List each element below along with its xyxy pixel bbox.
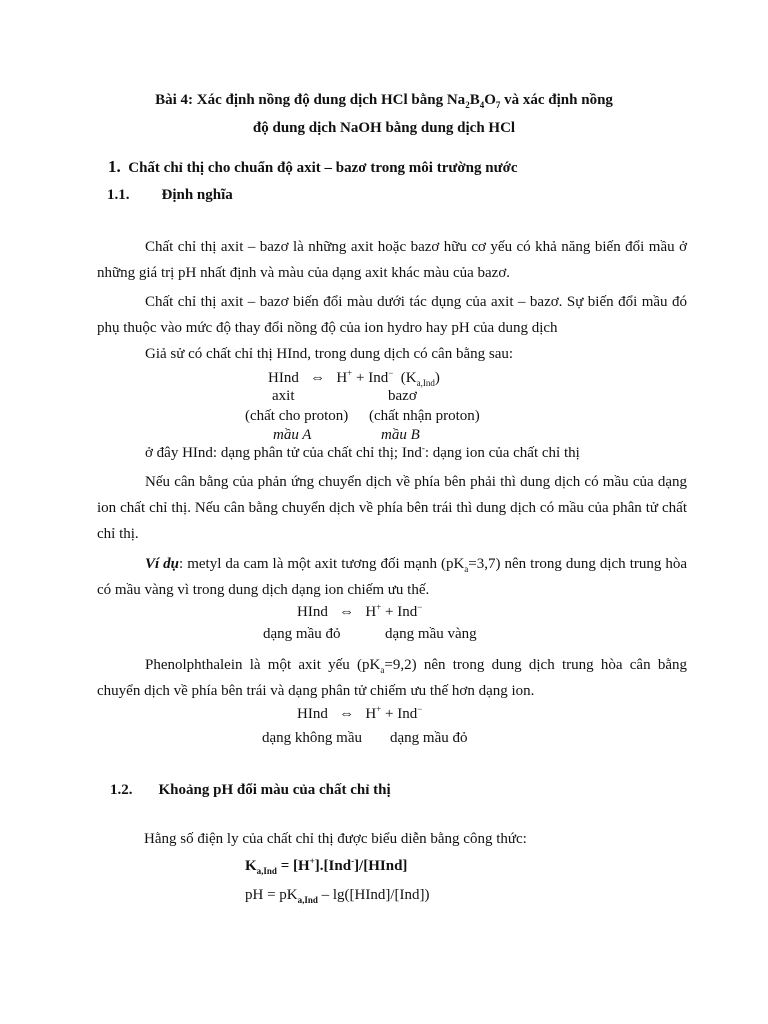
equilibrium-1-color-a-label: mầu A [273,427,312,443]
paragraph-dissociation-constant: Hằng số điện ly của chất chỉ thị được biểu diễn bằng công thức: [144,831,527,847]
example-label: Ví dụ [145,556,180,572]
equilibrium-1-color-b-label: mầu B [381,427,420,443]
section-1-1-heading: 1.1. Định nghĩa [107,187,233,203]
equilibrium-1-proton-acceptor-label: (chất nhận proton) [369,408,480,424]
paragraph-hind-definition: ở đây HInd: dạng phân tử của chất chỉ thị; Ind-: dạng ion của chất chỉ thị [145,443,580,461]
equilibrium-1-equation: HInd ⇔ H+ + Ind− $(K_{a,Ind})$ [268,368,440,388]
equilibrium-2-equation: HInd ⇔ H+ + Ind− [297,602,423,620]
paragraph-example-methyl-orange: Ví dụ: metyl da cam là một axit tương đối mạnh $(pK_a=3,7)$ nên trong dung dịch trung hòa có mầu vàng vì trong dung dịch dạng ion chiếm ưu thế. [97,556,688,598]
equilibrium-3-left-label: dạng không mầu [262,730,362,746]
equilibrium-2-left-label: dạng mầu đỏ [263,626,341,642]
equilibrium-1-base-label: bazơ [388,388,417,404]
equilibrium-1-proton-donor-label: (chất cho proton) [245,408,349,424]
equilibrium-1-acid-label: axit [272,388,295,404]
paragraph-equilibrium-shift: Nếu cân bằng của phản ứng chuyển dịch về phía bên phải thì dung dịch có mầu của dạng ion chất chỉ thị. Nếu cân bằng chuyển dịch về phía bên trái thì dung dịch có mầu của phân tử chất chỉ thị. [97,474,687,542]
section-1-2-heading: 1.2. Khoảng pH đổi màu của chất chỉ thị [110,782,391,798]
formula-ph: pH = $pK_{a,Ind}$ – lg([HInd]/[Ind]) [245,887,430,905]
equilibrium-3-equation: HInd ⇔ H+ + Ind− [297,704,423,722]
formula-dissociation-constant: $K_{a,Ind}$ = [H+].[Ind-]/[HInd] [245,856,408,876]
paragraph-definition: Chất chỉ thị axit – bazơ là những axit hoặc bazơ hữu cơ yếu có khả năng biến đổi mầu ở những giá trị pH nhất định và màu của dạng axit khác màu của bazơ. [97,239,687,281]
equilibrium-3-right-label: dạng mầu đỏ [390,730,468,746]
paragraph-equilibrium-intro: Giả sử có chất chỉ thị HInd, trong dung dịch có cân bằng sau: [145,346,514,362]
document-title-line-1: Bài 4: Xác định nồng độ dung dịch HCl bằng $Na_2B_4O_7$ và xác định nồng [155,92,613,110]
paragraph-color-change: Chất chỉ thị axit – bazơ biến đổi màu dưới tác dụng của axit – bazơ. Sự biến đổi mầu đó phụ thuộc vào mức độ thay đổi nồng độ của ion hydro hay pH của dung dịch [97,294,687,336]
equilibrium-2-right-label: dạng mầu vàng [385,626,477,642]
paragraph-phenolphthalein: Phenolphthalein là một axit yếu $(pK_a=9,2)$ nên trong dung dịch trung hòa cân bằng chuyển dịch về phía bên trái và dạng phân tử chiếm ưu thế hơn dạng ion. [97,657,687,699]
section-1-heading: 1. Chất chỉ thị cho chuẩn độ axit – bazơ trong môi trường nước [108,157,518,176]
document-title-line-2: độ dung dịch NaOH bằng dung dịch HCl [252,120,516,136]
